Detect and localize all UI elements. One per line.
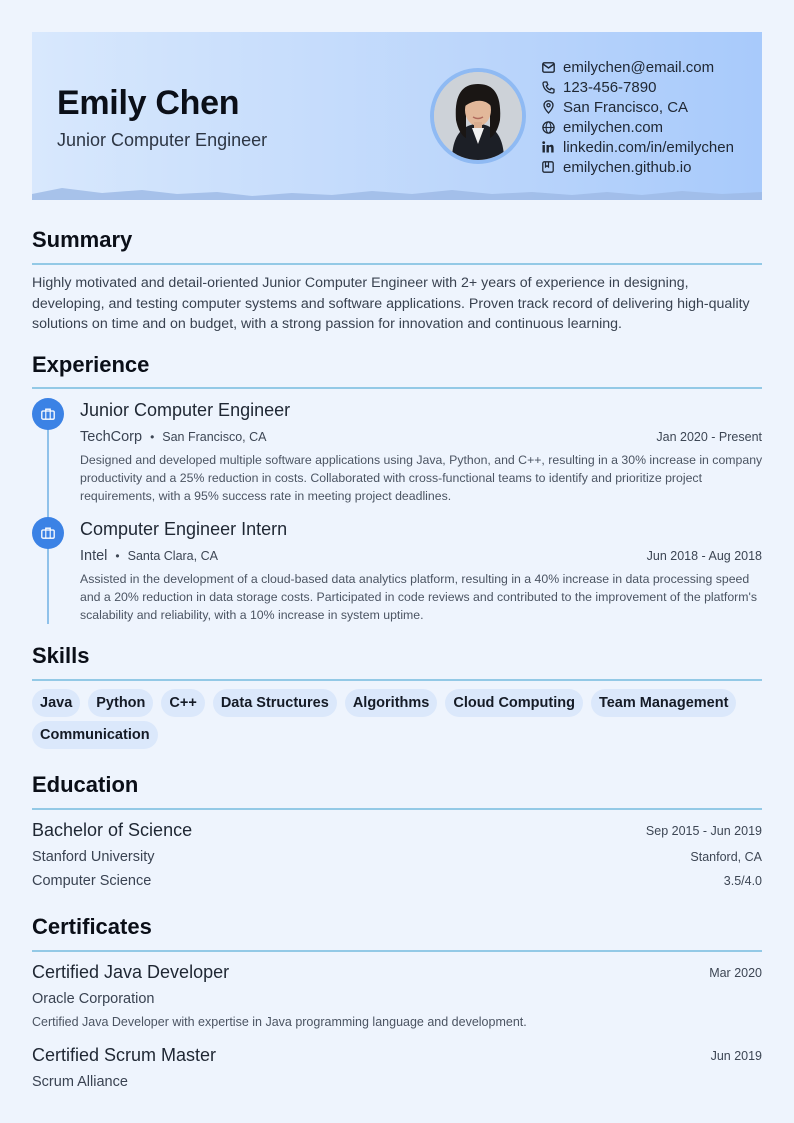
certificate-name: Certified Java Developer [32, 962, 230, 982]
skills-list [32, 689, 762, 749]
resume-header [32, 32, 762, 200]
contact-website[interactable] [541, 117, 761, 137]
job-company: TechCorp [80, 429, 143, 445]
candidate-name: Emily Chen [57, 84, 240, 122]
job-company-line [80, 429, 266, 445]
header-wave-decoration [32, 184, 762, 200]
contact-website-text: emilychen.com [563, 118, 664, 136]
summary-divider [32, 263, 762, 265]
school-location: Stanford, CA [690, 850, 762, 864]
job-dates: Jun 2018 - Aug 2018 [646, 549, 762, 563]
contact-email-text: emilychen@email.com [563, 58, 715, 76]
briefcase-icon [32, 398, 64, 430]
job-company-line [80, 548, 218, 564]
certificates-divider [32, 950, 762, 952]
experience-heading: Experience [32, 352, 150, 377]
certificate-name: Certified Scrum Master [32, 1045, 217, 1065]
skill-chip: C++ [161, 689, 204, 717]
gpa: 3.5/4.0 [723, 874, 762, 888]
skill-chip: Communication [32, 721, 158, 749]
separator-dot: • [150, 430, 155, 444]
contact-github-text: emilychen.github.io [563, 158, 692, 176]
education-divider [32, 808, 762, 810]
skill-chip: Python [88, 689, 153, 717]
job-location: Santa Clara, CA [127, 549, 218, 563]
skill-chip: Java [32, 689, 80, 717]
job-title: Junior Computer Engineer [80, 400, 291, 420]
phone-icon [541, 80, 555, 94]
skill-chip: Cloud Computing [445, 689, 583, 717]
job-company: Intel [80, 548, 108, 564]
contact-list [541, 57, 761, 177]
contact-linkedin[interactable] [541, 137, 761, 157]
school-name: Stanford University [32, 849, 155, 865]
globe-icon [541, 120, 555, 134]
contact-linkedin-text: linkedin.com/in/emilychen [563, 138, 734, 156]
certificate-issuer: Oracle Corporation [32, 991, 155, 1007]
experience-divider [32, 387, 762, 389]
certificate-date: Mar 2020 [709, 966, 762, 980]
contact-location-text: San Francisco, CA [563, 98, 689, 116]
certificate-date: Jun 2019 [710, 1049, 762, 1063]
briefcase-icon [32, 517, 64, 549]
summary-text: Highly motivated and detail-oriented Junior Computer Engineer with 2+ years of experience in designing, developing, and testing computer systems and software applications. Proven track record of delivering high-quality solutions on time and on budget, with a strong passion for innovation and continuous learning. [32, 275, 750, 332]
contact-email[interactable] [541, 57, 761, 77]
job-dates: Jan 2020 - Present [656, 430, 762, 444]
education-heading: Education [32, 772, 139, 797]
job-title: Computer Engineer Intern [80, 519, 288, 539]
certificate-issuer: Scrum Alliance [32, 1074, 128, 1090]
contact-phone[interactable] [541, 77, 761, 97]
summary-heading: Summary [32, 227, 133, 252]
degree-title: Bachelor of Science [32, 820, 193, 840]
candidate-role: Junior Computer Engineer [57, 130, 268, 150]
field-of-study: Computer Science [32, 873, 152, 889]
separator-dot: • [115, 549, 120, 563]
skill-chip: Algorithms [345, 689, 438, 717]
job-location: San Francisco, CA [162, 430, 267, 444]
job-description: Designed and developed multiple software applications using Java, Python, and C++, resulting in a 30% increase in company productivity and a 25% reduction in costs. Collaborated with cross-functional teams to identify and prioritize project requirements, with a 95% success rate in meeting project deadlines. [80, 453, 763, 503]
linkedin-icon [541, 140, 555, 154]
mail-icon [541, 60, 555, 74]
skill-chip: Team Management [591, 689, 736, 717]
certificate-description: Certified Java Developer with expertise in Java programming language and development. [32, 1015, 527, 1029]
skills-divider [32, 679, 762, 681]
bookmark-icon [541, 160, 555, 174]
skills-heading: Skills [32, 643, 90, 668]
job-description: Assisted in the development of a cloud-based data analytics platform, resulting in a 40% increase in data processing speed and a 20% reduction in data storage costs. Participated in code reviews and contributed to the improvement of the platform's scalability and reliability, with a 10% increase in system uptime. [80, 572, 758, 622]
skill-chip: Data Structures [213, 689, 337, 717]
contact-location [541, 97, 761, 117]
location-pin-icon [541, 100, 555, 114]
education-dates: Sep 2015 - Jun 2019 [645, 824, 762, 838]
contact-phone-text: 123-456-7890 [563, 78, 657, 96]
profile-photo [430, 68, 526, 164]
contact-github[interactable] [541, 157, 761, 177]
certificates-heading: Certificates [32, 914, 152, 939]
